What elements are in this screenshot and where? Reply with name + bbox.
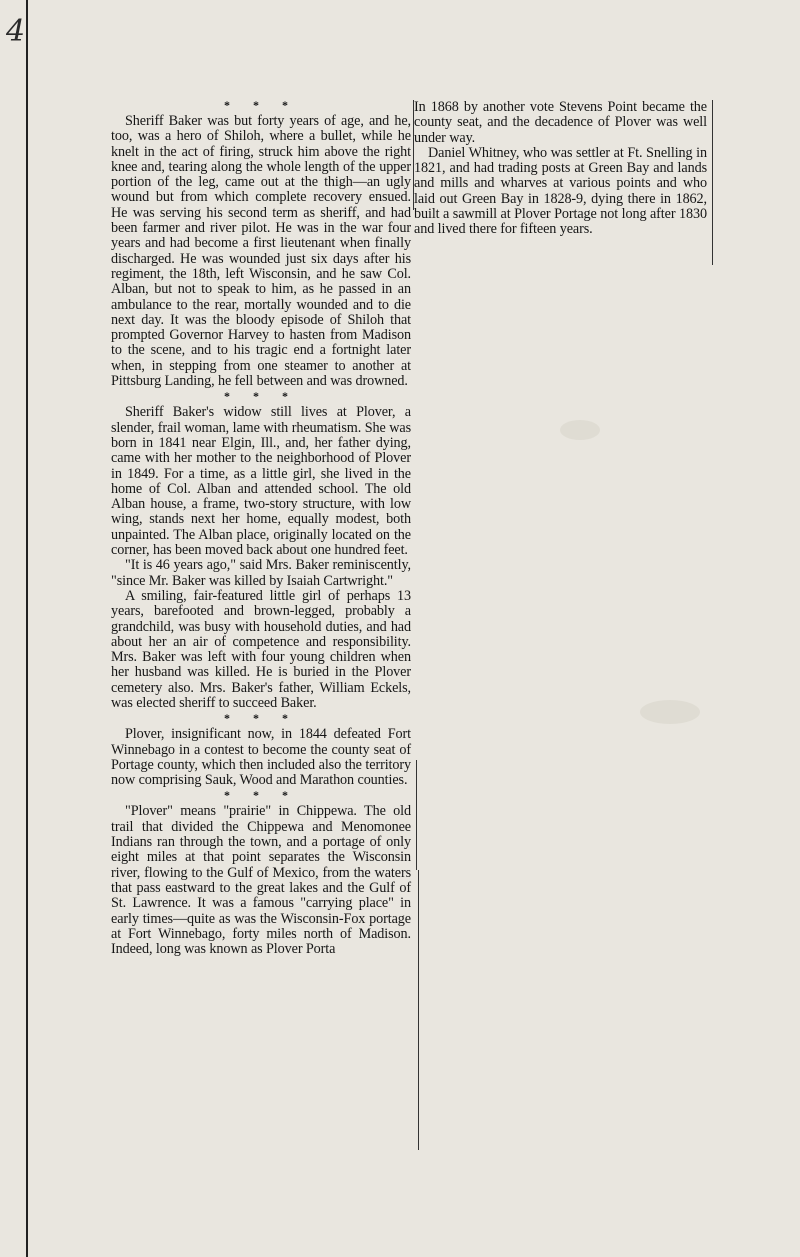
section-separator: * * * — [224, 98, 298, 112]
section-separator: * * * — [224, 389, 298, 404]
article-paragraph: In 1868 by another vote Stevens Point became the county seat, and the decadence of Plover was well under way. — [414, 99, 707, 146]
clipping-edge — [416, 760, 417, 870]
page-number: 4 — [6, 14, 26, 49]
section-separator: * * * — [224, 711, 298, 726]
article-paragraph: Sheriff Baker was but forty years of age, and he, too, was a hero of Shiloh, where a bullet, while he knelt in the act of firing, struck him above the right knee and, tearing along the whole length of the upper portion of the leg, came out at the thigh—an ugly wound but from which complete recovery ensued. He was serving his second term as sheriff, and had been farmer and river pilot. He was in the war four years and had become a first lieutenant when finally discharged. He was wounded just six days after his regiment, the 18th, left Wisconsin, and he saw Col. Alban, but not to speak to him, as he passed in an ambulance to the rear, mortally wounded and to die next day. It was the bloody episode of Shiloh that prompted Governor Harvey to hasten from Madison to the scene, and to his tragic end a fortnight later when, in stepping from one steamer to another at Pittsburg Landing, he fell between and was drowned. — [111, 113, 411, 390]
scan-edge-line — [26, 0, 28, 1257]
article-paragraph: Plover, insignificant now, in 1844 defeated Fort Winnebago in a contest to become the county seat of Portage county, which then included also the territory now comprising Sauk, Wood and Marathon counties. — [111, 726, 411, 789]
left-clipping-column — [111, 98, 411, 957]
right-clipping-column — [414, 100, 707, 238]
article-paragraph: A smiling, fair-featured little girl of perhaps 13 years, barefooted and brown-legged, probably a grandchild, was busy with household duties, and had about her an air of competence and responsibility. Mrs. Baker was left with four young children when her husband was killed. He is buried in the Plover cemetery also. Mrs. Baker's father, William Eckels, was elected sheriff to succeed Baker. — [111, 587, 411, 711]
article-paragraph: Daniel Whitney, who was settler at Ft. Snelling in 1821, and had trading posts at Green Bay and lands and mills and wharves at various points and who laid out Green Bay in 1828-9, dying there in 1862, built a sawmill at Plover Portage not long after 1830 and lived there for fifteen years. — [414, 144, 707, 238]
paper-smudge — [640, 700, 700, 724]
clipping-edge — [418, 870, 419, 1150]
clipping-edge — [712, 100, 713, 265]
section-separator: * * * — [224, 788, 298, 803]
article-paragraph: "Plover" means "prairie" in Chippewa. The old trail that divided the Chippewa and Menomonee Indians ran through the town, and a portage of only eight miles at that point separates the Wisconsin river, flowing to the Gulf of Mexico, from the waters that pass eastward to the great lakes and the Gulf of St. Lawrence. It was a famous "carrying place" in early times—quite as was the Wisconsin-Fox portage at Fort Winnebago, forty miles north of Madison. Indeed, long was known as Plover Porta — [111, 803, 411, 958]
article-paragraph: "It is 46 years ago," said Mrs. Baker reminiscently, "since Mr. Baker was killed by Isaiah Cartwright." — [111, 557, 411, 589]
paper-smudge — [560, 420, 600, 440]
article-paragraph: Sheriff Baker's widow still lives at Plover, a slender, frail woman, lame with rheumatism. She was born in 1841 near Elgin, Ill., and, her father dying, came with her mother to the neighborhood of Plover in 1849. For a time, as a little girl, she lived in the home of Col. Alban and attended school. The old Alban house, a frame, two-story structure, with low wing, stands next her home, equally modest, both unpainted. The Alban place, originally located on the corner, has been moved back about one hundred feet. — [111, 404, 411, 559]
